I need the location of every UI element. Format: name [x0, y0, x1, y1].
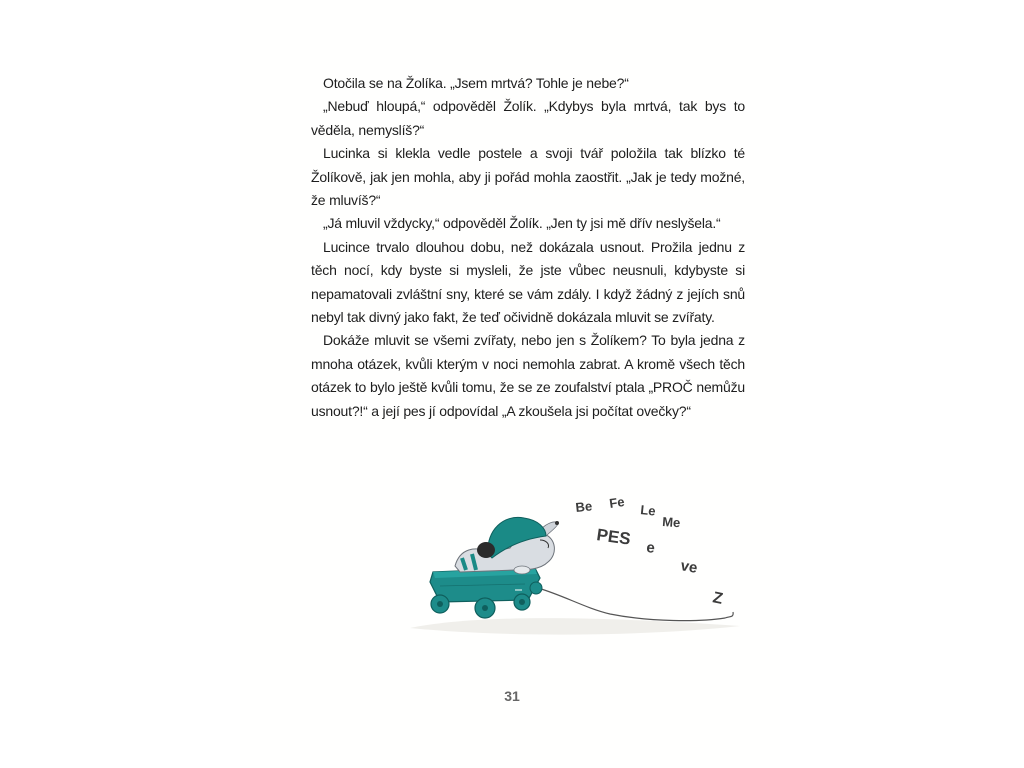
page-number: 31: [504, 688, 520, 704]
dog-in-toy-car-illustration: [400, 478, 760, 648]
sleep-letters: [575, 494, 725, 608]
pull-string: [538, 588, 733, 621]
paragraph: Otočila se na Žolíka. „Jsem mrtvá? Tohle je nebe?“: [323, 75, 629, 91]
letter-pes: PES: [595, 525, 632, 549]
paragraph: Lucince trvalo dlouhou dobu, než dokázala usnout. Prožila jednu z těch nocí, kdy byste si mysleli, že jste vůbec neusnuli, kdybyste si nepamatovali zvláštní sny, které se vám zdály. I když žádný z jejích snů nebyl tak divný jako fakt, že teď očividně dokázala mluvit se zvířaty.: [311, 238, 745, 326]
paragraph: „Já mluvil vždycky,“ odpověděl Žolík. „Jen ty jsi mě dřív neslyšela.“: [323, 215, 721, 232]
letter-e: e: [645, 539, 656, 557]
paragraph: „Nebuď hloupá,“ odpověděl Žolík. „Kdybys byla mrtvá, tak bys to věděla, nemyslíš?“: [311, 98, 745, 138]
paragraph: Lucinka si klekla vedle postele a svoji tvář položila tak blízko té Žolíkově, jak jen mohla, aby ji pořád mohla zaostřit. „Jak je tedy možné, že mluvíš?“: [311, 145, 745, 209]
letter-ve: ve: [679, 557, 699, 577]
story-text: [311, 72, 745, 423]
letter-me: Me: [661, 514, 681, 531]
paragraph: Dokáže mluvit se všemi zvířaty, nebo jen s Žolíkem? To byla jedna z mnoha otázek, kvůli kterým v noci nemohla zabrat. A kromě všech těch otázek to bylo ještě kvůli tomu, že se ze zoufalství ptala „PROČ nemůžu usnout?!“ a její pes jí odpovídal „A zkoušela jsi počítat ovečky?“: [311, 332, 745, 419]
letter-be: Be: [574, 498, 593, 515]
letter-fe: Fe: [608, 494, 626, 511]
letter-le: Le: [639, 502, 657, 519]
letter-z: Z: [711, 589, 725, 608]
